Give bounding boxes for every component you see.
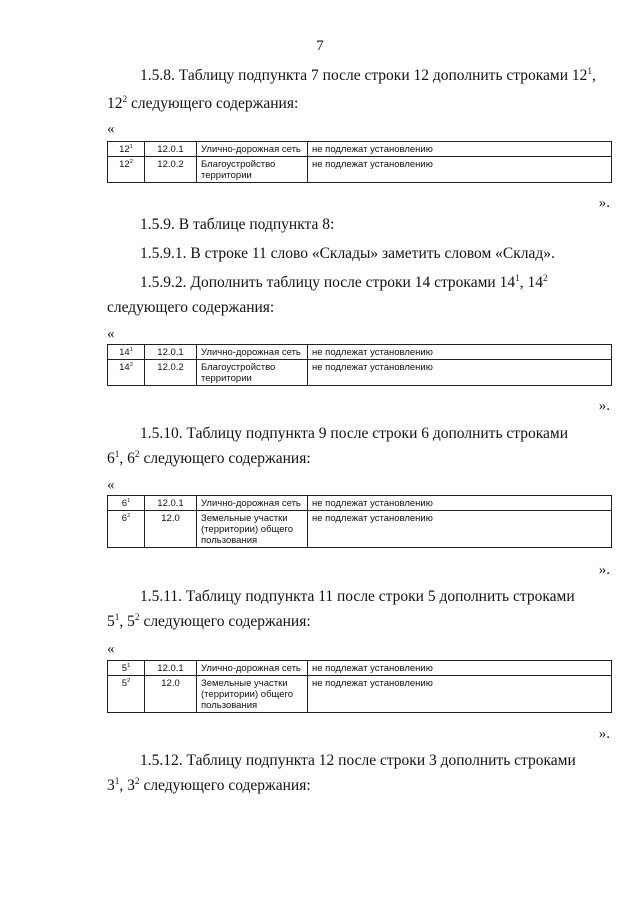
value-cell: не подлежат установлению — [308, 511, 612, 548]
quote-close: ». — [598, 562, 610, 578]
code-cell: 12.0.1 — [145, 345, 197, 360]
value-cell: не подлежат установлению — [308, 157, 612, 183]
punctuation: , — [592, 67, 596, 84]
value-cell: не подлежат установлению — [308, 496, 612, 511]
superscript: 2 — [129, 158, 133, 165]
paragraph-text: следующего содержания: — [139, 450, 311, 467]
use-name-cell: Улично-дорожная сеть — [197, 345, 308, 360]
value-cell: не подлежат установлению — [308, 360, 612, 386]
row-number: 12 — [107, 95, 123, 112]
row-number: 14 — [119, 362, 130, 373]
superscript: 1 — [515, 273, 520, 284]
quote-close: ». — [598, 398, 610, 414]
amendment-table-3 — [107, 495, 612, 548]
row-number: 6 — [121, 498, 128, 509]
code-cell: 12.0.1 — [145, 661, 197, 676]
quote-open: « — [107, 641, 115, 657]
table-row — [108, 676, 612, 713]
amendment-table-1 — [107, 141, 612, 183]
row-number-cell — [108, 345, 145, 360]
paragraph-1-5-10: 1.5.10. Таблицу подпункта 9 после строки 6 дополнить строками — [140, 425, 569, 442]
row-number-cell — [108, 142, 145, 157]
table-row — [108, 360, 612, 386]
amendment-table-4 — [107, 660, 612, 713]
row-number: 6 — [121, 513, 128, 524]
use-name-cell: Благоустройство территории — [197, 157, 308, 183]
paragraph-text: 1.5.8. Таблицу подпункта 7 после строки 12 дополнить строками 12 — [140, 67, 588, 84]
paragraph-text: , 5 — [119, 613, 135, 630]
paragraph-text: 1.5.9.2. Дополнить таблицу после строки 14 строками 14 — [140, 274, 516, 291]
quote-close: ». — [598, 726, 610, 742]
row-number-cell — [108, 661, 145, 676]
superscript: 2 — [134, 449, 140, 460]
page-number: 7 — [316, 38, 324, 54]
paragraph-1-5-8-cont — [107, 94, 298, 114]
use-name-cell: Улично-дорожная сеть — [197, 142, 308, 157]
superscript: 2 — [134, 776, 140, 787]
quote-open: « — [107, 326, 115, 342]
paragraph-text: , 14 — [519, 274, 543, 291]
superscript: 1 — [587, 66, 593, 77]
use-name-cell: Улично-дорожная сеть — [197, 661, 308, 676]
superscript: 2 — [122, 94, 128, 105]
row-number: 12 — [119, 144, 130, 155]
value-cell: не подлежат установлению — [308, 345, 612, 360]
paragraph-text: следующего содержания: — [139, 777, 311, 794]
superscript: 1 — [114, 776, 120, 787]
row-number-cell — [108, 360, 145, 386]
superscript: 2 — [134, 612, 140, 623]
table-row — [108, 661, 612, 676]
quote-close: ». — [598, 195, 610, 211]
value-cell: не подлежат установлению — [308, 142, 612, 157]
paragraph-text: следующего содержания: — [139, 613, 311, 630]
amendment-table-2 — [107, 344, 612, 386]
value-cell: не подлежат установлению — [308, 676, 612, 713]
paragraph-1-5-11: 1.5.11. Таблицу подпункта 11 после строки 5 дополнить строками — [140, 588, 575, 605]
superscript: 1 — [127, 497, 131, 504]
superscript: 1 — [129, 143, 133, 150]
superscript: 1 — [127, 662, 131, 669]
paragraph-1-5-9: 1.5.9. В таблице подпункта 8: — [140, 216, 335, 233]
paragraph-1-5-11-cont — [107, 612, 311, 632]
table-row — [108, 511, 612, 548]
superscript: 2 — [543, 273, 548, 284]
superscript: 1 — [114, 449, 120, 460]
code-cell: 12.0 — [145, 511, 197, 548]
paragraph-1-5-8 — [140, 66, 596, 86]
row-number-cell — [108, 157, 145, 183]
row-number: 6 — [107, 450, 115, 467]
code-cell: 12.0.1 — [145, 496, 197, 511]
superscript: 1 — [129, 346, 133, 353]
use-name-cell: Благоустройство территории — [197, 360, 308, 386]
row-number: 5 — [121, 678, 128, 689]
row-number-cell — [108, 496, 145, 511]
row-number-cell — [108, 511, 145, 548]
paragraph-1-5-9-1: 1.5.9.1. В строке 11 слово «Склады» заметить словом «Склад». — [140, 245, 555, 262]
code-cell: 12.0 — [145, 676, 197, 713]
row-number: 3 — [107, 777, 115, 794]
paragraph-1-5-9-2-cont: следующего содержания: — [107, 299, 275, 316]
use-name-cell: Земельные участки (территории) общего пользования — [197, 511, 308, 548]
table-row — [108, 496, 612, 511]
quote-open: « — [107, 477, 115, 493]
superscript: 2 — [127, 677, 131, 684]
row-number: 14 — [119, 347, 130, 358]
use-name-cell: Земельные участки (территории) общего пользования — [197, 676, 308, 713]
table-row — [108, 142, 612, 157]
paragraph-text: следующего содержания: — [127, 95, 299, 112]
paragraph-text: , 3 — [119, 777, 135, 794]
paragraph-text: , 6 — [119, 450, 135, 467]
paragraph-1-5-9-2 — [140, 273, 548, 293]
table-row — [108, 345, 612, 360]
quote-open: « — [107, 121, 115, 137]
table-row — [108, 157, 612, 183]
row-number: 5 — [107, 613, 115, 630]
row-number-cell — [108, 676, 145, 713]
use-name-cell: Улично-дорожная сеть — [197, 496, 308, 511]
superscript: 1 — [114, 612, 120, 623]
code-cell: 12.0.2 — [145, 360, 197, 386]
code-cell: 12.0.2 — [145, 157, 197, 183]
row-number: 5 — [121, 663, 128, 674]
row-number: 12 — [119, 159, 130, 170]
paragraph-1-5-12-cont — [107, 776, 311, 796]
superscript: 2 — [127, 512, 131, 519]
paragraph-1-5-10-cont — [107, 449, 311, 469]
code-cell: 12.0.1 — [145, 142, 197, 157]
value-cell: не подлежат установлению — [308, 661, 612, 676]
superscript: 2 — [129, 361, 133, 368]
paragraph-1-5-12: 1.5.12. Таблицу подпункта 12 после строки 3 дополнить строками — [140, 752, 576, 769]
